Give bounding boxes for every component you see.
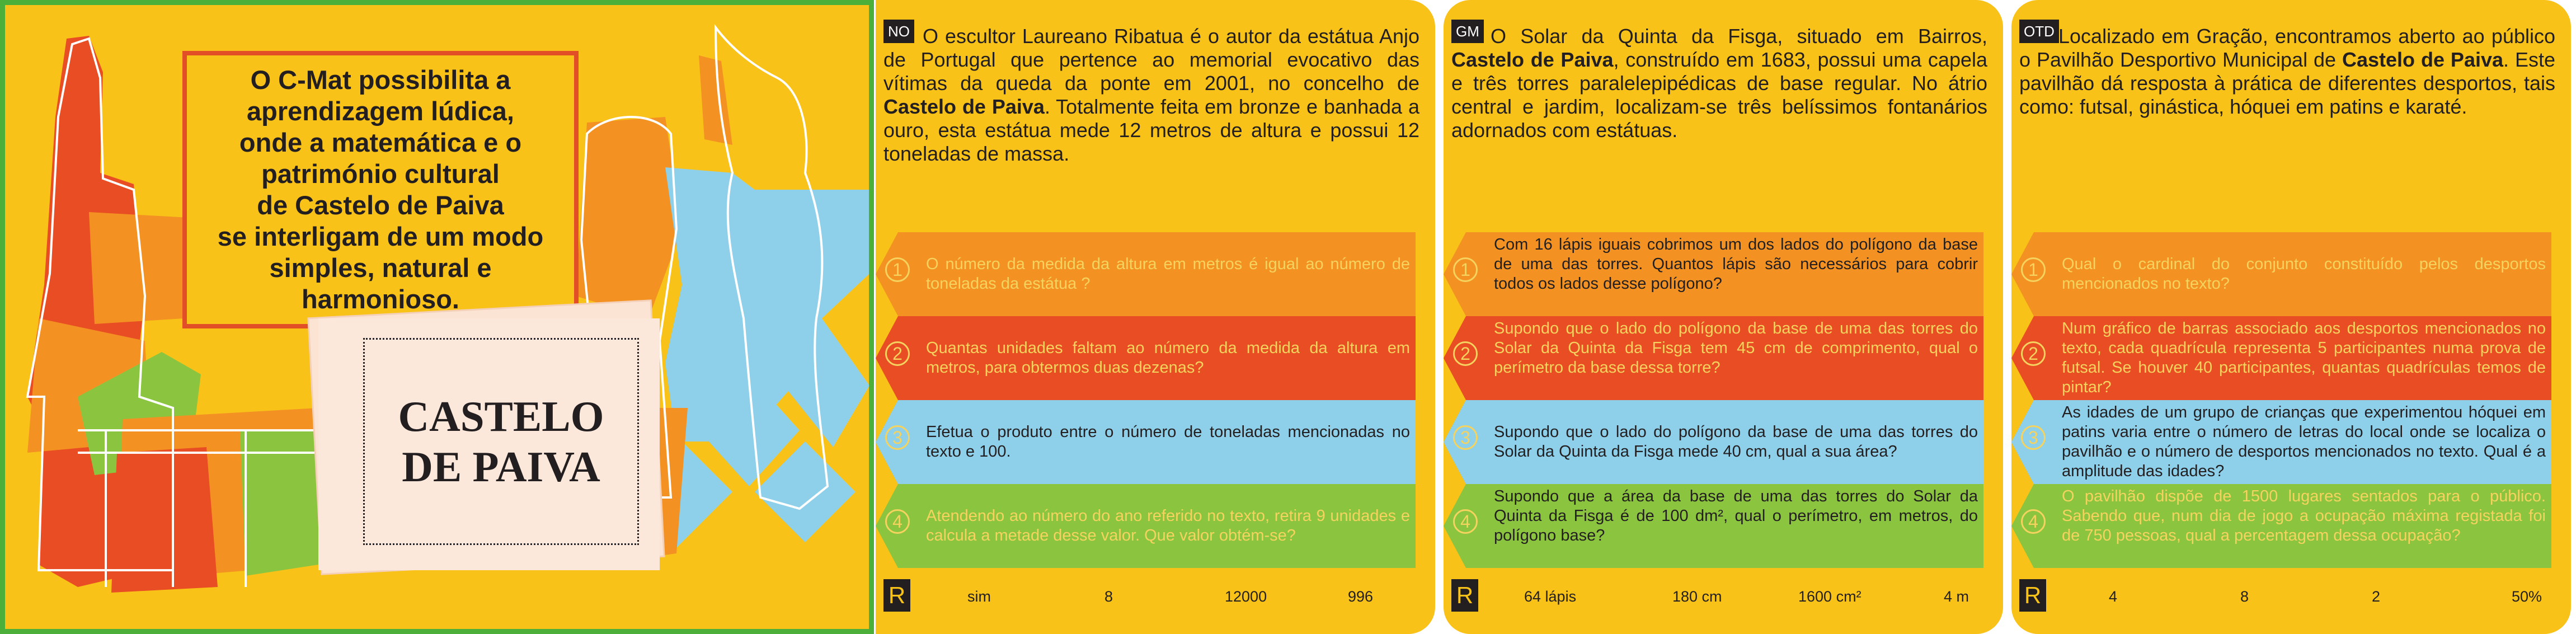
orange-block	[89, 212, 190, 324]
question-number-circle: 2	[1453, 341, 1478, 366]
question-card-otd[interactable]	[2011, 0, 2571, 634]
question-number-circle: 3	[1453, 425, 1478, 450]
answer-1: sim	[967, 588, 991, 605]
question-number-circle: 2	[885, 341, 910, 366]
intro-line: onde a matemática e o	[239, 128, 522, 157]
question-text: Num gráfico de barras associado aos desportos mencionados no texto, cada quadrícula representa 5 participantes numa prova de futsal. Se houver 40 participantes, quantas quadrículas temos de pintar?	[2062, 320, 2546, 396]
story-fragment: Localizado em Gração, encontramos aberto ao público o Pavilhão Desportivo Municipal de	[2019, 25, 2555, 71]
question-number-circle: 4	[1453, 509, 1478, 534]
question-text: Efetua o produto entre o número de toneladas mencionadas no texto e 100.	[926, 423, 1410, 461]
question-4[interactable]	[1444, 484, 1983, 568]
card-code-badge: GM	[1451, 20, 1484, 43]
orange-shape-right	[576, 117, 682, 318]
question-number-circle: 4	[885, 509, 910, 534]
intro-line: harmonioso.	[301, 284, 459, 314]
cover-title	[398, 391, 604, 492]
intro-line: O C-Mat possibilita a	[250, 65, 511, 95]
card-code-badge: OTD	[2019, 20, 2059, 43]
answer-1: 64 lápis	[1524, 588, 1577, 605]
answer-4: 4 m	[1944, 588, 1969, 605]
question-3[interactable]	[876, 400, 1416, 484]
question-number-circle: 1	[885, 257, 910, 282]
question-text: As idades de um grupo de crianças que experimentou hóquei em patins varia entre o número de letras do local onde se localiza o pavilhão e o número de desportos mencionados no texto. Qual é a amplitude das idades?	[2062, 403, 2546, 480]
orange-shape-top	[699, 55, 732, 145]
story-bold-place: Castelo de Paiva	[883, 95, 1045, 118]
answer-2: 8	[2240, 588, 2249, 605]
question-text: Supondo que o lado do polígono da base de uma das torres do Solar da Quinta da Fisga mede 40 cm, qual a sua área?	[1494, 423, 1978, 461]
story-fragment: . Totalmente feita em bronze e banhada a ouro, esta estátua mede 12 metros de altura e possui 12 toneladas de massa.	[883, 95, 1419, 165]
question-text: Com 16 lápis iguais cobrimos um dos lados do polígono da base de uma das torres. Quantos lápis são necessários para cobrir todos os lados desse polígono?	[1494, 236, 1978, 293]
question-card-gm[interactable]	[1444, 0, 2003, 634]
card-story-text	[883, 25, 1419, 166]
question-text: Supondo que a área da base de uma das torres do Solar da Quinta da Fisga é de 100 dm², qual o perímetro, em metros, do polígono base?	[1494, 487, 1978, 544]
question-number-circle: 3	[885, 425, 910, 450]
question-2[interactable]	[876, 316, 1416, 400]
answers-row	[1451, 579, 1989, 613]
cover-panel	[0, 0, 874, 634]
story-fragment: . Este pavilhão dá resposta à prática de diferentes desportos, tais como: futsal, ginástica, hóquei em patins e karaté.	[2019, 48, 2555, 118]
story-bold-place: Castelo de Paiva	[1451, 48, 1614, 71]
question-number-circle: 1	[2021, 257, 2046, 282]
question-4[interactable]	[2011, 484, 2551, 568]
intro-line: património cultural	[261, 159, 500, 189]
question-number-circle: 3	[2021, 425, 2046, 450]
question-text: Qual o cardinal do conjunto constituído pelos desportos mencionados no texto?	[2062, 255, 2546, 293]
intro-line: simples, natural e	[269, 253, 492, 283]
question-2[interactable]	[2011, 316, 2551, 400]
story-fragment: , construído em 1683, possui uma capela e três torres paralelepipédicas de base regular. No átrio central e jardim, localizam-se três belíssimos fontanários adornados com estátuas.	[1451, 48, 1988, 142]
question-1[interactable]	[2011, 232, 2551, 316]
answers-r-badge: R	[883, 579, 910, 612]
answer-4: 50%	[2512, 588, 2542, 605]
answer-3: 12000	[1225, 588, 1267, 605]
intro-text	[218, 64, 543, 315]
question-card-no[interactable]	[876, 0, 1435, 634]
title-frame	[363, 338, 639, 545]
intro-box	[182, 51, 579, 328]
question-text: Atendendo ao número do ano referido no texto, retira 9 unidades e calcula a metade desse valor. Que valor obtém-se?	[926, 507, 1410, 544]
intro-line: de Castelo de Paiva	[257, 190, 504, 220]
card-story-text	[1451, 25, 1987, 142]
question-text: Quantas unidades faltam ao número da medida da altura em metros, para obtermos duas dezenas?	[926, 339, 1410, 377]
cover-title-line2: DE PAIVA	[402, 443, 600, 491]
answer-2: 8	[1104, 588, 1113, 605]
question-text: O número da medida da altura em metros é igual ao número de toneladas da estátua ?	[926, 255, 1410, 293]
question-number-circle: 1	[1453, 257, 1478, 282]
story-fragment: O escultor Laureano Ribatua é o autor da estátua Anjo de Portugal que pertence ao memorial evocativo das vítimas da queda da ponte em 2001, no concelho de	[883, 25, 1419, 95]
answer-4: 996	[1348, 588, 1374, 605]
question-1[interactable]	[1444, 232, 1983, 316]
question-number-circle: 4	[2021, 509, 2046, 534]
answers-row	[2019, 579, 2556, 613]
question-text: O pavilhão dispõe de 1500 lugares sentados para o público. Sabendo que, num dia de jogo a ocupação máxima registada foi de 750 pessoas, qual a percentagem dessa ocupação?	[2062, 487, 2546, 544]
card-code-badge: NO	[883, 20, 914, 43]
story-fragment: O Solar da Quinta da Fisga, situado em Bairros,	[1491, 25, 1987, 48]
question-3[interactable]	[2011, 400, 2551, 484]
story-bold-place: Castelo de Paiva	[2342, 48, 2504, 71]
question-1[interactable]	[876, 232, 1416, 316]
answers-r-badge: R	[1451, 579, 1478, 612]
answer-1: 4	[2109, 588, 2118, 605]
question-number-circle: 2	[2021, 341, 2046, 366]
answer-3: 2	[2372, 588, 2381, 605]
answers-row	[883, 579, 1421, 613]
question-4[interactable]	[876, 484, 1416, 568]
question-2[interactable]	[1444, 316, 1983, 400]
intro-line: se interligam de um modo	[217, 222, 544, 251]
answer-2: 180 cm	[1672, 588, 1722, 605]
answers-r-badge: R	[2019, 579, 2046, 612]
card-story-text	[2019, 25, 2555, 119]
answer-3: 1600 cm²	[1798, 588, 1862, 605]
question-text: Supondo que o lado do polígono da base de uma das torres do Solar da Quinta da Fisga tem 45 cm de comprimento, qual o perímetro da base dessa torre?	[1494, 320, 1978, 377]
question-3[interactable]	[1444, 400, 1983, 484]
cover-title-line1: CASTELO	[398, 392, 604, 440]
intro-line: aprendizagem lúdica,	[247, 96, 514, 126]
